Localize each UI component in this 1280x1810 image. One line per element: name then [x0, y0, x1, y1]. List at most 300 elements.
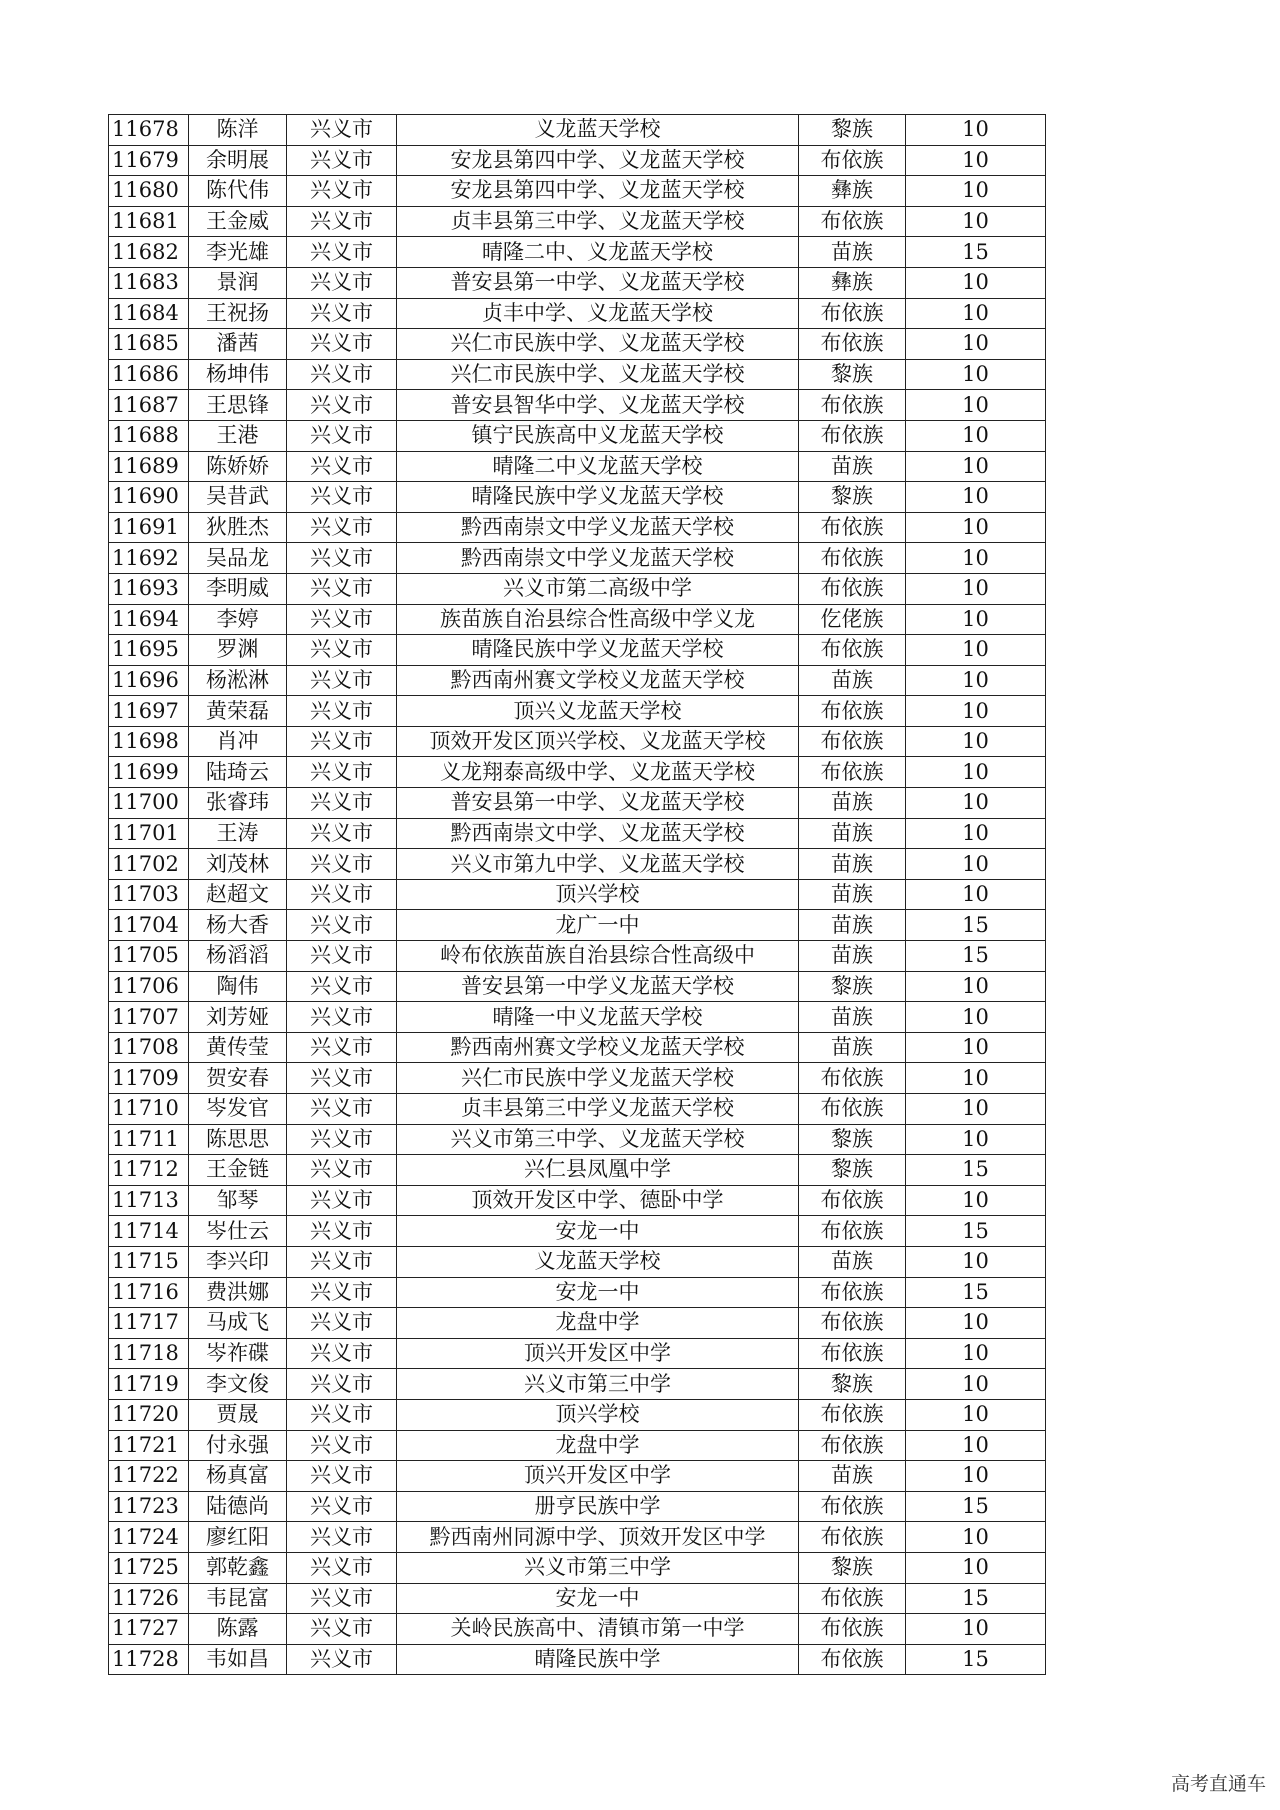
school-cell: 普安县第一中学、义龙蓝天学校	[397, 788, 799, 819]
points-cell: 10	[906, 1552, 1046, 1583]
points-cell: 10	[906, 298, 1046, 329]
table-row	[109, 237, 1046, 268]
school-cell: 顶效开发区中学、德卧中学	[397, 1185, 799, 1216]
ethnicity-cell: 布依族	[799, 543, 906, 574]
table-row	[109, 176, 1046, 207]
city-cell: 兴义市	[287, 1185, 397, 1216]
table-row	[109, 696, 1046, 727]
id-cell: 11724	[109, 1522, 189, 1553]
city-cell: 兴义市	[287, 818, 397, 849]
name-cell: 费洪娜	[189, 1277, 287, 1308]
points-cell: 15	[906, 1583, 1046, 1614]
city-cell: 兴义市	[287, 1216, 397, 1247]
points-cell: 10	[906, 267, 1046, 298]
points-cell: 10	[906, 1338, 1046, 1369]
city-cell: 兴义市	[287, 115, 397, 146]
name-cell: 廖红阳	[189, 1522, 287, 1553]
points-cell: 10	[906, 543, 1046, 574]
points-cell: 10	[906, 390, 1046, 421]
points-cell: 10	[906, 757, 1046, 788]
table-row	[109, 512, 1046, 543]
school-cell: 镇宁民族高中义龙蓝天学校	[397, 420, 799, 451]
table-row	[109, 941, 1046, 972]
ethnicity-cell: 布依族	[799, 1522, 906, 1553]
points-cell: 10	[906, 329, 1046, 360]
id-cell: 11723	[109, 1491, 189, 1522]
id-cell: 11687	[109, 390, 189, 421]
points-cell: 10	[906, 1002, 1046, 1033]
school-cell: 黔西南崇文中学、义龙蓝天学校	[397, 818, 799, 849]
id-cell: 11678	[109, 115, 189, 146]
points-cell: 10	[906, 818, 1046, 849]
points-cell: 10	[906, 1369, 1046, 1400]
ethnicity-cell: 黎族	[799, 1369, 906, 1400]
city-cell: 兴义市	[287, 267, 397, 298]
city-cell: 兴义市	[287, 1094, 397, 1125]
city-cell: 兴义市	[287, 757, 397, 788]
table-row	[109, 1277, 1046, 1308]
id-cell: 11714	[109, 1216, 189, 1247]
id-cell: 11681	[109, 206, 189, 237]
id-cell: 11712	[109, 1155, 189, 1186]
table-row	[109, 420, 1046, 451]
ethnicity-cell: 布依族	[799, 696, 906, 727]
school-cell: 关岭民族高中、清镇市第一中学	[397, 1614, 799, 1645]
points-cell: 10	[906, 573, 1046, 604]
city-cell: 兴义市	[287, 971, 397, 1002]
ethnicity-cell: 彝族	[799, 176, 906, 207]
name-cell: 陈娇娇	[189, 451, 287, 482]
table-row	[109, 543, 1046, 574]
ethnicity-cell: 黎族	[799, 971, 906, 1002]
school-cell: 兴义市第三中学、义龙蓝天学校	[397, 1124, 799, 1155]
id-cell: 11697	[109, 696, 189, 727]
ethnicity-cell: 布依族	[799, 757, 906, 788]
table-row	[109, 115, 1046, 146]
ethnicity-cell: 苗族	[799, 849, 906, 880]
ethnicity-cell: 布依族	[799, 1216, 906, 1247]
watermark-text: 高考直通车	[1170, 1773, 1266, 1795]
city-cell: 兴义市	[287, 1583, 397, 1614]
id-cell: 11702	[109, 849, 189, 880]
points-cell: 10	[906, 1461, 1046, 1492]
table-row	[109, 1461, 1046, 1492]
city-cell: 兴义市	[287, 206, 397, 237]
id-cell: 11707	[109, 1002, 189, 1033]
city-cell: 兴义市	[287, 1522, 397, 1553]
name-cell: 吴昔武	[189, 482, 287, 513]
ethnicity-cell: 布依族	[799, 512, 906, 543]
school-cell: 兴仁县凤凰中学	[397, 1155, 799, 1186]
id-cell: 11717	[109, 1308, 189, 1339]
table-row	[109, 1246, 1046, 1277]
name-cell: 付永强	[189, 1430, 287, 1461]
points-cell: 10	[906, 451, 1046, 482]
name-cell: 杨真富	[189, 1461, 287, 1492]
id-cell: 11703	[109, 879, 189, 910]
city-cell: 兴义市	[287, 1308, 397, 1339]
name-cell: 刘茂林	[189, 849, 287, 880]
table-row	[109, 451, 1046, 482]
points-cell: 10	[906, 849, 1046, 880]
table-row	[109, 267, 1046, 298]
city-cell: 兴义市	[287, 390, 397, 421]
points-cell: 10	[906, 1063, 1046, 1094]
school-cell: 安龙一中	[397, 1277, 799, 1308]
ethnicity-cell: 布依族	[799, 726, 906, 757]
id-cell: 11728	[109, 1644, 189, 1675]
school-cell: 顶兴开发区中学	[397, 1338, 799, 1369]
city-cell: 兴义市	[287, 788, 397, 819]
points-cell: 10	[906, 1094, 1046, 1125]
id-cell: 11700	[109, 788, 189, 819]
name-cell: 李兴印	[189, 1246, 287, 1277]
table-row	[109, 1124, 1046, 1155]
ethnicity-cell: 仡佬族	[799, 604, 906, 635]
table-row	[109, 910, 1046, 941]
school-cell: 义龙蓝天学校	[397, 1246, 799, 1277]
school-cell: 龙盘中学	[397, 1308, 799, 1339]
table-row	[109, 329, 1046, 360]
id-cell: 11699	[109, 757, 189, 788]
points-cell: 10	[906, 1185, 1046, 1216]
name-cell: 杨坤伟	[189, 359, 287, 390]
school-cell: 普安县智华中学、义龙蓝天学校	[397, 390, 799, 421]
table-row	[109, 726, 1046, 757]
name-cell: 赵超文	[189, 879, 287, 910]
school-cell: 安龙一中	[397, 1216, 799, 1247]
name-cell: 黄荣磊	[189, 696, 287, 727]
city-cell: 兴义市	[287, 512, 397, 543]
id-cell: 11691	[109, 512, 189, 543]
school-cell: 安龙县第四中学、义龙蓝天学校	[397, 176, 799, 207]
name-cell: 王金威	[189, 206, 287, 237]
city-cell: 兴义市	[287, 145, 397, 176]
points-cell: 10	[906, 1614, 1046, 1645]
table-row	[109, 1002, 1046, 1033]
name-cell: 王金链	[189, 1155, 287, 1186]
city-cell: 兴义市	[287, 879, 397, 910]
school-cell: 义龙翔泰高级中学、义龙蓝天学校	[397, 757, 799, 788]
id-cell: 11680	[109, 176, 189, 207]
table-row	[109, 1399, 1046, 1430]
city-cell: 兴义市	[287, 1552, 397, 1583]
table-row	[109, 1583, 1046, 1614]
id-cell: 11693	[109, 573, 189, 604]
school-cell: 龙盘中学	[397, 1430, 799, 1461]
city-cell: 兴义市	[287, 1369, 397, 1400]
points-cell: 10	[906, 359, 1046, 390]
id-cell: 11715	[109, 1246, 189, 1277]
city-cell: 兴义市	[287, 665, 397, 696]
name-cell: 陆德尚	[189, 1491, 287, 1522]
table-row	[109, 635, 1046, 666]
name-cell: 景润	[189, 267, 287, 298]
city-cell: 兴义市	[287, 543, 397, 574]
city-cell: 兴义市	[287, 635, 397, 666]
school-cell: 顶效开发区顶兴学校、义龙蓝天学校	[397, 726, 799, 757]
school-cell: 族苗族自治县综合性高级中学义龙	[397, 604, 799, 635]
points-cell: 15	[906, 237, 1046, 268]
table-row	[109, 818, 1046, 849]
points-cell: 10	[906, 420, 1046, 451]
roster-table	[108, 114, 1046, 1675]
ethnicity-cell: 黎族	[799, 359, 906, 390]
table-row	[109, 971, 1046, 1002]
school-cell: 晴隆二中义龙蓝天学校	[397, 451, 799, 482]
ethnicity-cell: 布依族	[799, 573, 906, 604]
table-row	[109, 1185, 1046, 1216]
school-cell: 顶兴学校	[397, 879, 799, 910]
school-cell: 兴仁市民族中学、义龙蓝天学校	[397, 359, 799, 390]
id-cell: 11710	[109, 1094, 189, 1125]
city-cell: 兴义市	[287, 726, 397, 757]
name-cell: 岑祚碟	[189, 1338, 287, 1369]
id-cell: 11727	[109, 1614, 189, 1645]
city-cell: 兴义市	[287, 910, 397, 941]
table-row	[109, 1369, 1046, 1400]
points-cell: 15	[906, 1491, 1046, 1522]
city-cell: 兴义市	[287, 482, 397, 513]
name-cell: 贺安春	[189, 1063, 287, 1094]
name-cell: 陆琦云	[189, 757, 287, 788]
table-row	[109, 573, 1046, 604]
table-row	[109, 1308, 1046, 1339]
table-row	[109, 1063, 1046, 1094]
name-cell: 黄传莹	[189, 1032, 287, 1063]
school-cell: 贞丰县第三中学义龙蓝天学校	[397, 1094, 799, 1125]
name-cell: 陶伟	[189, 971, 287, 1002]
ethnicity-cell: 布依族	[799, 1338, 906, 1369]
name-cell: 陈代伟	[189, 176, 287, 207]
id-cell: 11679	[109, 145, 189, 176]
table-row	[109, 1522, 1046, 1553]
id-cell: 11689	[109, 451, 189, 482]
ethnicity-cell: 布依族	[799, 298, 906, 329]
ethnicity-cell: 布依族	[799, 1430, 906, 1461]
id-cell: 11688	[109, 420, 189, 451]
city-cell: 兴义市	[287, 1002, 397, 1033]
city-cell: 兴义市	[287, 1430, 397, 1461]
ethnicity-cell: 布依族	[799, 329, 906, 360]
table-row	[109, 1094, 1046, 1125]
school-cell: 黔西南崇文中学义龙蓝天学校	[397, 512, 799, 543]
city-cell: 兴义市	[287, 176, 397, 207]
city-cell: 兴义市	[287, 1063, 397, 1094]
id-cell: 11713	[109, 1185, 189, 1216]
ethnicity-cell: 布依族	[799, 206, 906, 237]
name-cell: 罗渊	[189, 635, 287, 666]
school-cell: 晴隆二中、义龙蓝天学校	[397, 237, 799, 268]
school-cell: 普安县第一中学义龙蓝天学校	[397, 971, 799, 1002]
id-cell: 11706	[109, 971, 189, 1002]
ethnicity-cell: 苗族	[799, 941, 906, 972]
city-cell: 兴义市	[287, 451, 397, 482]
points-cell: 10	[906, 635, 1046, 666]
city-cell: 兴义市	[287, 1032, 397, 1063]
table-row	[109, 298, 1046, 329]
school-cell: 兴义市第三中学	[397, 1552, 799, 1583]
city-cell: 兴义市	[287, 420, 397, 451]
name-cell: 邹琴	[189, 1185, 287, 1216]
school-cell: 顶兴开发区中学	[397, 1461, 799, 1492]
name-cell: 吴品龙	[189, 543, 287, 574]
ethnicity-cell: 布依族	[799, 1185, 906, 1216]
points-cell: 10	[906, 604, 1046, 635]
id-cell: 11696	[109, 665, 189, 696]
ethnicity-cell: 黎族	[799, 1155, 906, 1186]
name-cell: 李婷	[189, 604, 287, 635]
id-cell: 11701	[109, 818, 189, 849]
id-cell: 11722	[109, 1461, 189, 1492]
points-cell: 15	[906, 1155, 1046, 1186]
table-row	[109, 359, 1046, 390]
ethnicity-cell: 布依族	[799, 145, 906, 176]
table-row	[109, 757, 1046, 788]
id-cell: 11686	[109, 359, 189, 390]
points-cell: 10	[906, 1430, 1046, 1461]
name-cell: 贾晟	[189, 1399, 287, 1430]
ethnicity-cell: 布依族	[799, 1491, 906, 1522]
name-cell: 李光雄	[189, 237, 287, 268]
school-cell: 册亨民族中学	[397, 1491, 799, 1522]
city-cell: 兴义市	[287, 1277, 397, 1308]
points-cell: 15	[906, 1644, 1046, 1675]
school-cell: 黔西南崇文中学义龙蓝天学校	[397, 543, 799, 574]
school-cell: 兴仁市民族中学义龙蓝天学校	[397, 1063, 799, 1094]
ethnicity-cell: 布依族	[799, 1399, 906, 1430]
id-cell: 11716	[109, 1277, 189, 1308]
ethnicity-cell: 布依族	[799, 1644, 906, 1675]
city-cell: 兴义市	[287, 359, 397, 390]
table-row	[109, 1491, 1046, 1522]
school-cell: 岭布依族苗族自治县综合性高级中	[397, 941, 799, 972]
school-cell: 贞丰中学、义龙蓝天学校	[397, 298, 799, 329]
table-row	[109, 1216, 1046, 1247]
table-row	[109, 665, 1046, 696]
ethnicity-cell: 苗族	[799, 1032, 906, 1063]
table-row	[109, 1155, 1046, 1186]
points-cell: 10	[906, 512, 1046, 543]
id-cell: 11692	[109, 543, 189, 574]
points-cell: 15	[906, 1216, 1046, 1247]
ethnicity-cell: 苗族	[799, 1002, 906, 1033]
city-cell: 兴义市	[287, 1614, 397, 1645]
points-cell: 10	[906, 1246, 1046, 1277]
school-cell: 兴仁市民族中学、义龙蓝天学校	[397, 329, 799, 360]
city-cell: 兴义市	[287, 298, 397, 329]
id-cell: 11711	[109, 1124, 189, 1155]
city-cell: 兴义市	[287, 849, 397, 880]
points-cell: 10	[906, 696, 1046, 727]
ethnicity-cell: 黎族	[799, 482, 906, 513]
points-cell: 10	[906, 971, 1046, 1002]
ethnicity-cell: 苗族	[799, 665, 906, 696]
city-cell: 兴义市	[287, 941, 397, 972]
name-cell: 王港	[189, 420, 287, 451]
points-cell: 10	[906, 1522, 1046, 1553]
school-cell: 安龙县第四中学、义龙蓝天学校	[397, 145, 799, 176]
ethnicity-cell: 苗族	[799, 788, 906, 819]
city-cell: 兴义市	[287, 1124, 397, 1155]
city-cell: 兴义市	[287, 237, 397, 268]
table-row	[109, 1338, 1046, 1369]
id-cell: 11721	[109, 1430, 189, 1461]
name-cell: 余明展	[189, 145, 287, 176]
id-cell: 11704	[109, 910, 189, 941]
table-row	[109, 1614, 1046, 1645]
name-cell: 郭乾鑫	[189, 1552, 287, 1583]
table-row	[109, 788, 1046, 819]
city-cell: 兴义市	[287, 1461, 397, 1492]
id-cell: 11694	[109, 604, 189, 635]
points-cell: 10	[906, 879, 1046, 910]
name-cell: 杨滔滔	[189, 941, 287, 972]
points-cell: 10	[906, 482, 1046, 513]
name-cell: 狄胜杰	[189, 512, 287, 543]
city-cell: 兴义市	[287, 696, 397, 727]
ethnicity-cell: 苗族	[799, 237, 906, 268]
name-cell: 李文俊	[189, 1369, 287, 1400]
points-cell: 15	[906, 910, 1046, 941]
ethnicity-cell: 布依族	[799, 390, 906, 421]
id-cell: 11685	[109, 329, 189, 360]
name-cell: 韦如昌	[189, 1644, 287, 1675]
school-cell: 安龙一中	[397, 1583, 799, 1614]
name-cell: 王祝扬	[189, 298, 287, 329]
table-row	[109, 879, 1046, 910]
city-cell: 兴义市	[287, 329, 397, 360]
id-cell: 11684	[109, 298, 189, 329]
points-cell: 10	[906, 726, 1046, 757]
ethnicity-cell: 苗族	[799, 451, 906, 482]
points-cell: 15	[906, 941, 1046, 972]
school-cell: 兴义市第九中学、义龙蓝天学校	[397, 849, 799, 880]
id-cell: 11719	[109, 1369, 189, 1400]
name-cell: 王涛	[189, 818, 287, 849]
id-cell: 11682	[109, 237, 189, 268]
school-cell: 顶兴学校	[397, 1399, 799, 1430]
table-row	[109, 206, 1046, 237]
id-cell: 11683	[109, 267, 189, 298]
name-cell: 岑仕云	[189, 1216, 287, 1247]
ethnicity-cell: 布依族	[799, 1583, 906, 1614]
name-cell: 张睿玮	[189, 788, 287, 819]
city-cell: 兴义市	[287, 1644, 397, 1675]
city-cell: 兴义市	[287, 1491, 397, 1522]
city-cell: 兴义市	[287, 573, 397, 604]
ethnicity-cell: 布依族	[799, 1063, 906, 1094]
points-cell: 10	[906, 206, 1046, 237]
ethnicity-cell: 布依族	[799, 1308, 906, 1339]
points-cell: 10	[906, 1308, 1046, 1339]
id-cell: 11709	[109, 1063, 189, 1094]
school-cell: 晴隆民族中学	[397, 1644, 799, 1675]
ethnicity-cell: 苗族	[799, 1246, 906, 1277]
ethnicity-cell: 布依族	[799, 420, 906, 451]
table-row	[109, 1644, 1046, 1675]
name-cell: 潘茜	[189, 329, 287, 360]
ethnicity-cell: 彝族	[799, 267, 906, 298]
points-cell: 10	[906, 145, 1046, 176]
points-cell: 10	[906, 1124, 1046, 1155]
school-cell: 普安县第一中学、义龙蓝天学校	[397, 267, 799, 298]
city-cell: 兴义市	[287, 1399, 397, 1430]
ethnicity-cell: 苗族	[799, 910, 906, 941]
id-cell: 11695	[109, 635, 189, 666]
school-cell: 晴隆民族中学义龙蓝天学校	[397, 482, 799, 513]
name-cell: 李明威	[189, 573, 287, 604]
